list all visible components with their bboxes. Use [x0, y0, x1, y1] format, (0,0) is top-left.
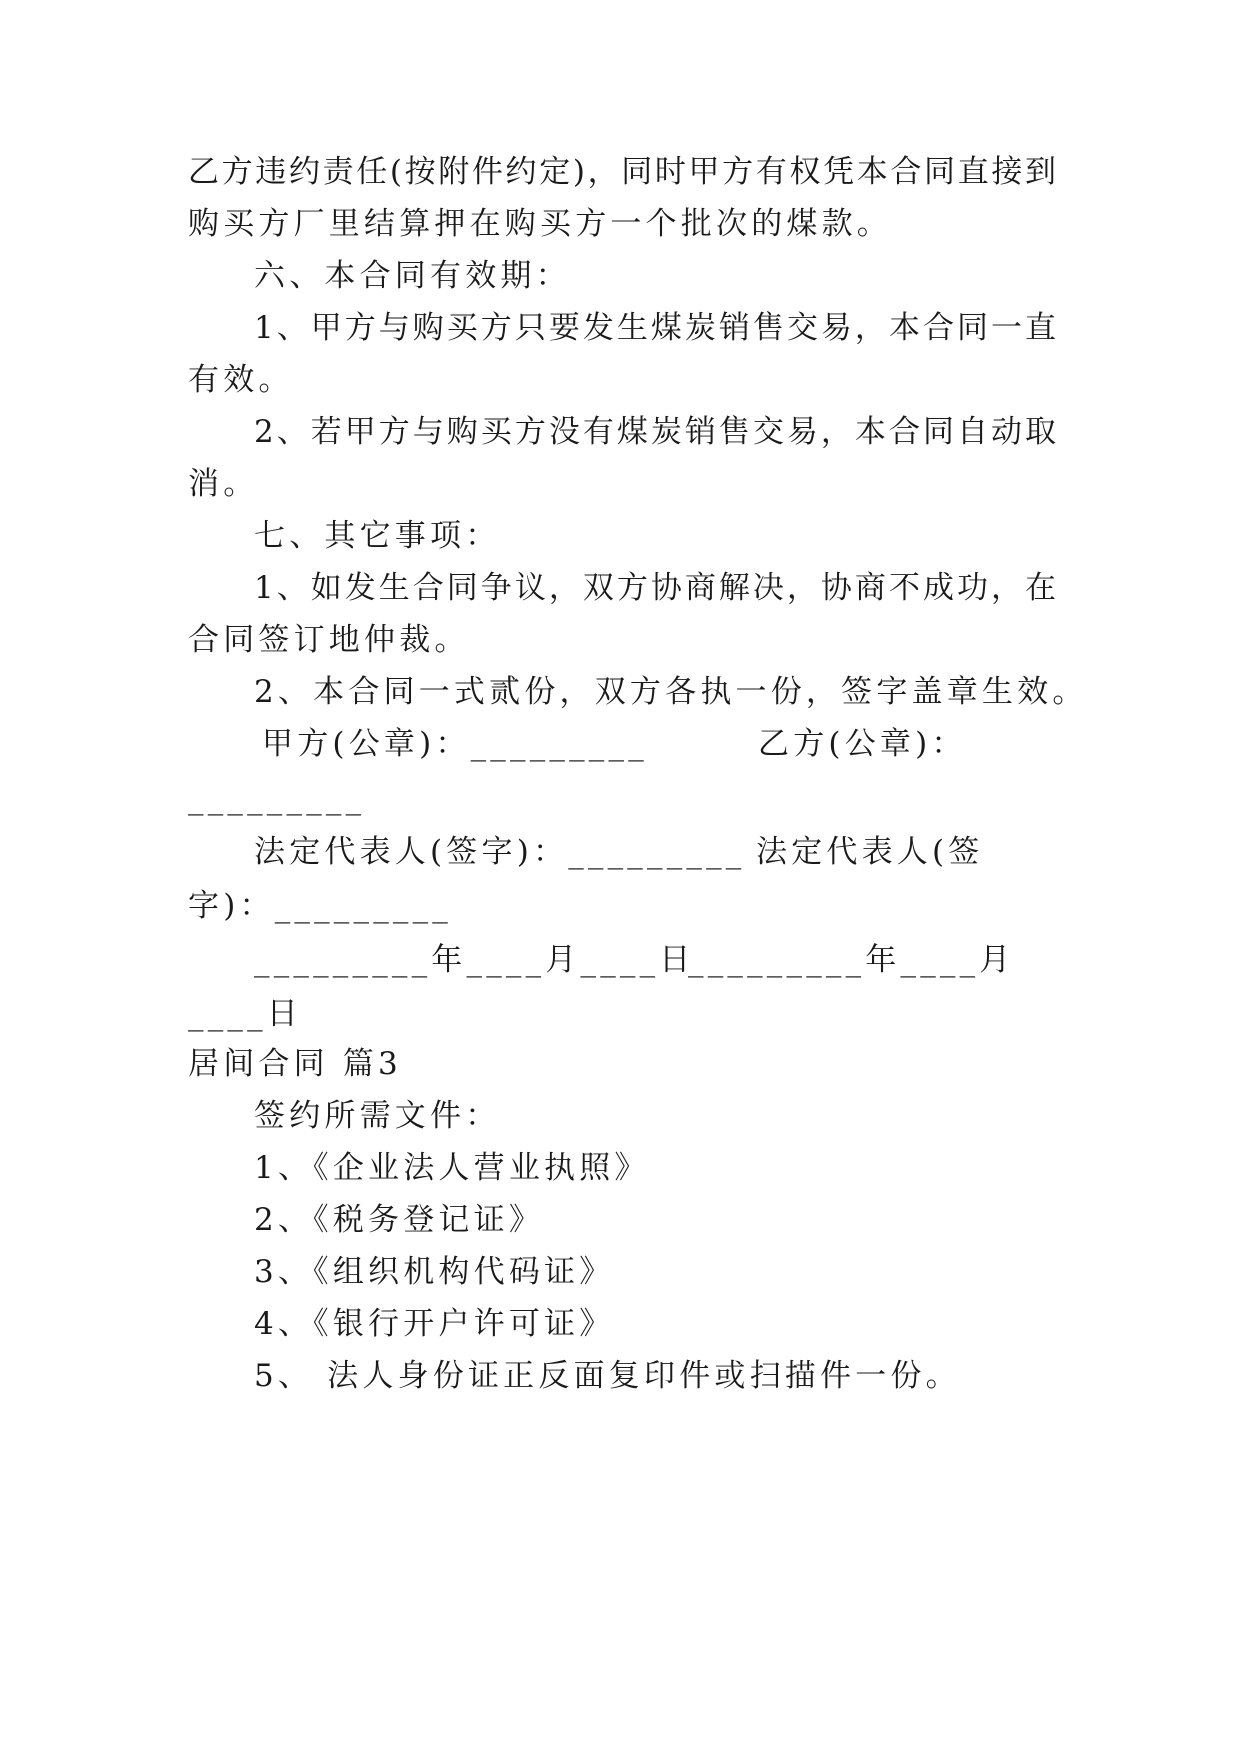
clause-line: 消。	[188, 466, 259, 502]
party-b-seal-blank: _________	[188, 780, 366, 816]
party-a-date: _________年____月____日	[254, 942, 695, 978]
party-b-representative: 法定代表人(签	[756, 834, 984, 870]
section-title: 居间合同 篇3	[188, 1046, 402, 1082]
party-b-date: _________年____月	[688, 942, 1015, 978]
docs-heading: 签约所需文件：	[254, 1098, 501, 1134]
clause-line: 1、甲方与购买方只要发生煤炭销售交易，本合同一直	[254, 310, 1056, 346]
clause-line: 2、若甲方与购买方没有煤炭销售交易，本合同自动取	[254, 414, 1056, 450]
paragraph-line: 购买方厂里结算押在购买方一个批次的煤款。	[188, 206, 892, 242]
clause-line: 有效。	[188, 362, 294, 398]
doc-item: 3、《组织机构代码证》	[254, 1254, 615, 1290]
doc-item: 1、《企业法人营业执照》	[254, 1150, 650, 1186]
paragraph-line: 乙方违约责任(按附件约定)，同时甲方有权凭本合同直接到	[188, 154, 1056, 190]
doc-item: 4、《银行开户许可证》	[254, 1306, 615, 1342]
clause-line: 合同签订地仲裁。	[188, 622, 470, 658]
section-heading-other: 七、其它事项：	[254, 518, 501, 554]
clause-line: 1、如发生合同争议，双方协商解决，协商不成功，在	[254, 570, 1056, 606]
party-a-representative: 法定代表人(签字)：_________	[254, 834, 746, 870]
clause-line: 2、本合同一式贰份，双方各执一份，签字盖章生效。	[254, 674, 1088, 710]
section-heading-validity: 六、本合同有效期：	[254, 258, 571, 294]
party-a-seal: 甲方(公章)：_________	[262, 726, 648, 762]
doc-item: 2、《税务登记证》	[254, 1202, 545, 1238]
doc-item: 5、 法人身份证正反面复印件或扫描件一份。	[254, 1358, 961, 1394]
party-b-date-cont: ____日	[188, 996, 302, 1032]
party-b-seal: 乙方(公章)：	[758, 726, 967, 762]
party-b-representative-cont: 字)：_________	[188, 888, 452, 924]
